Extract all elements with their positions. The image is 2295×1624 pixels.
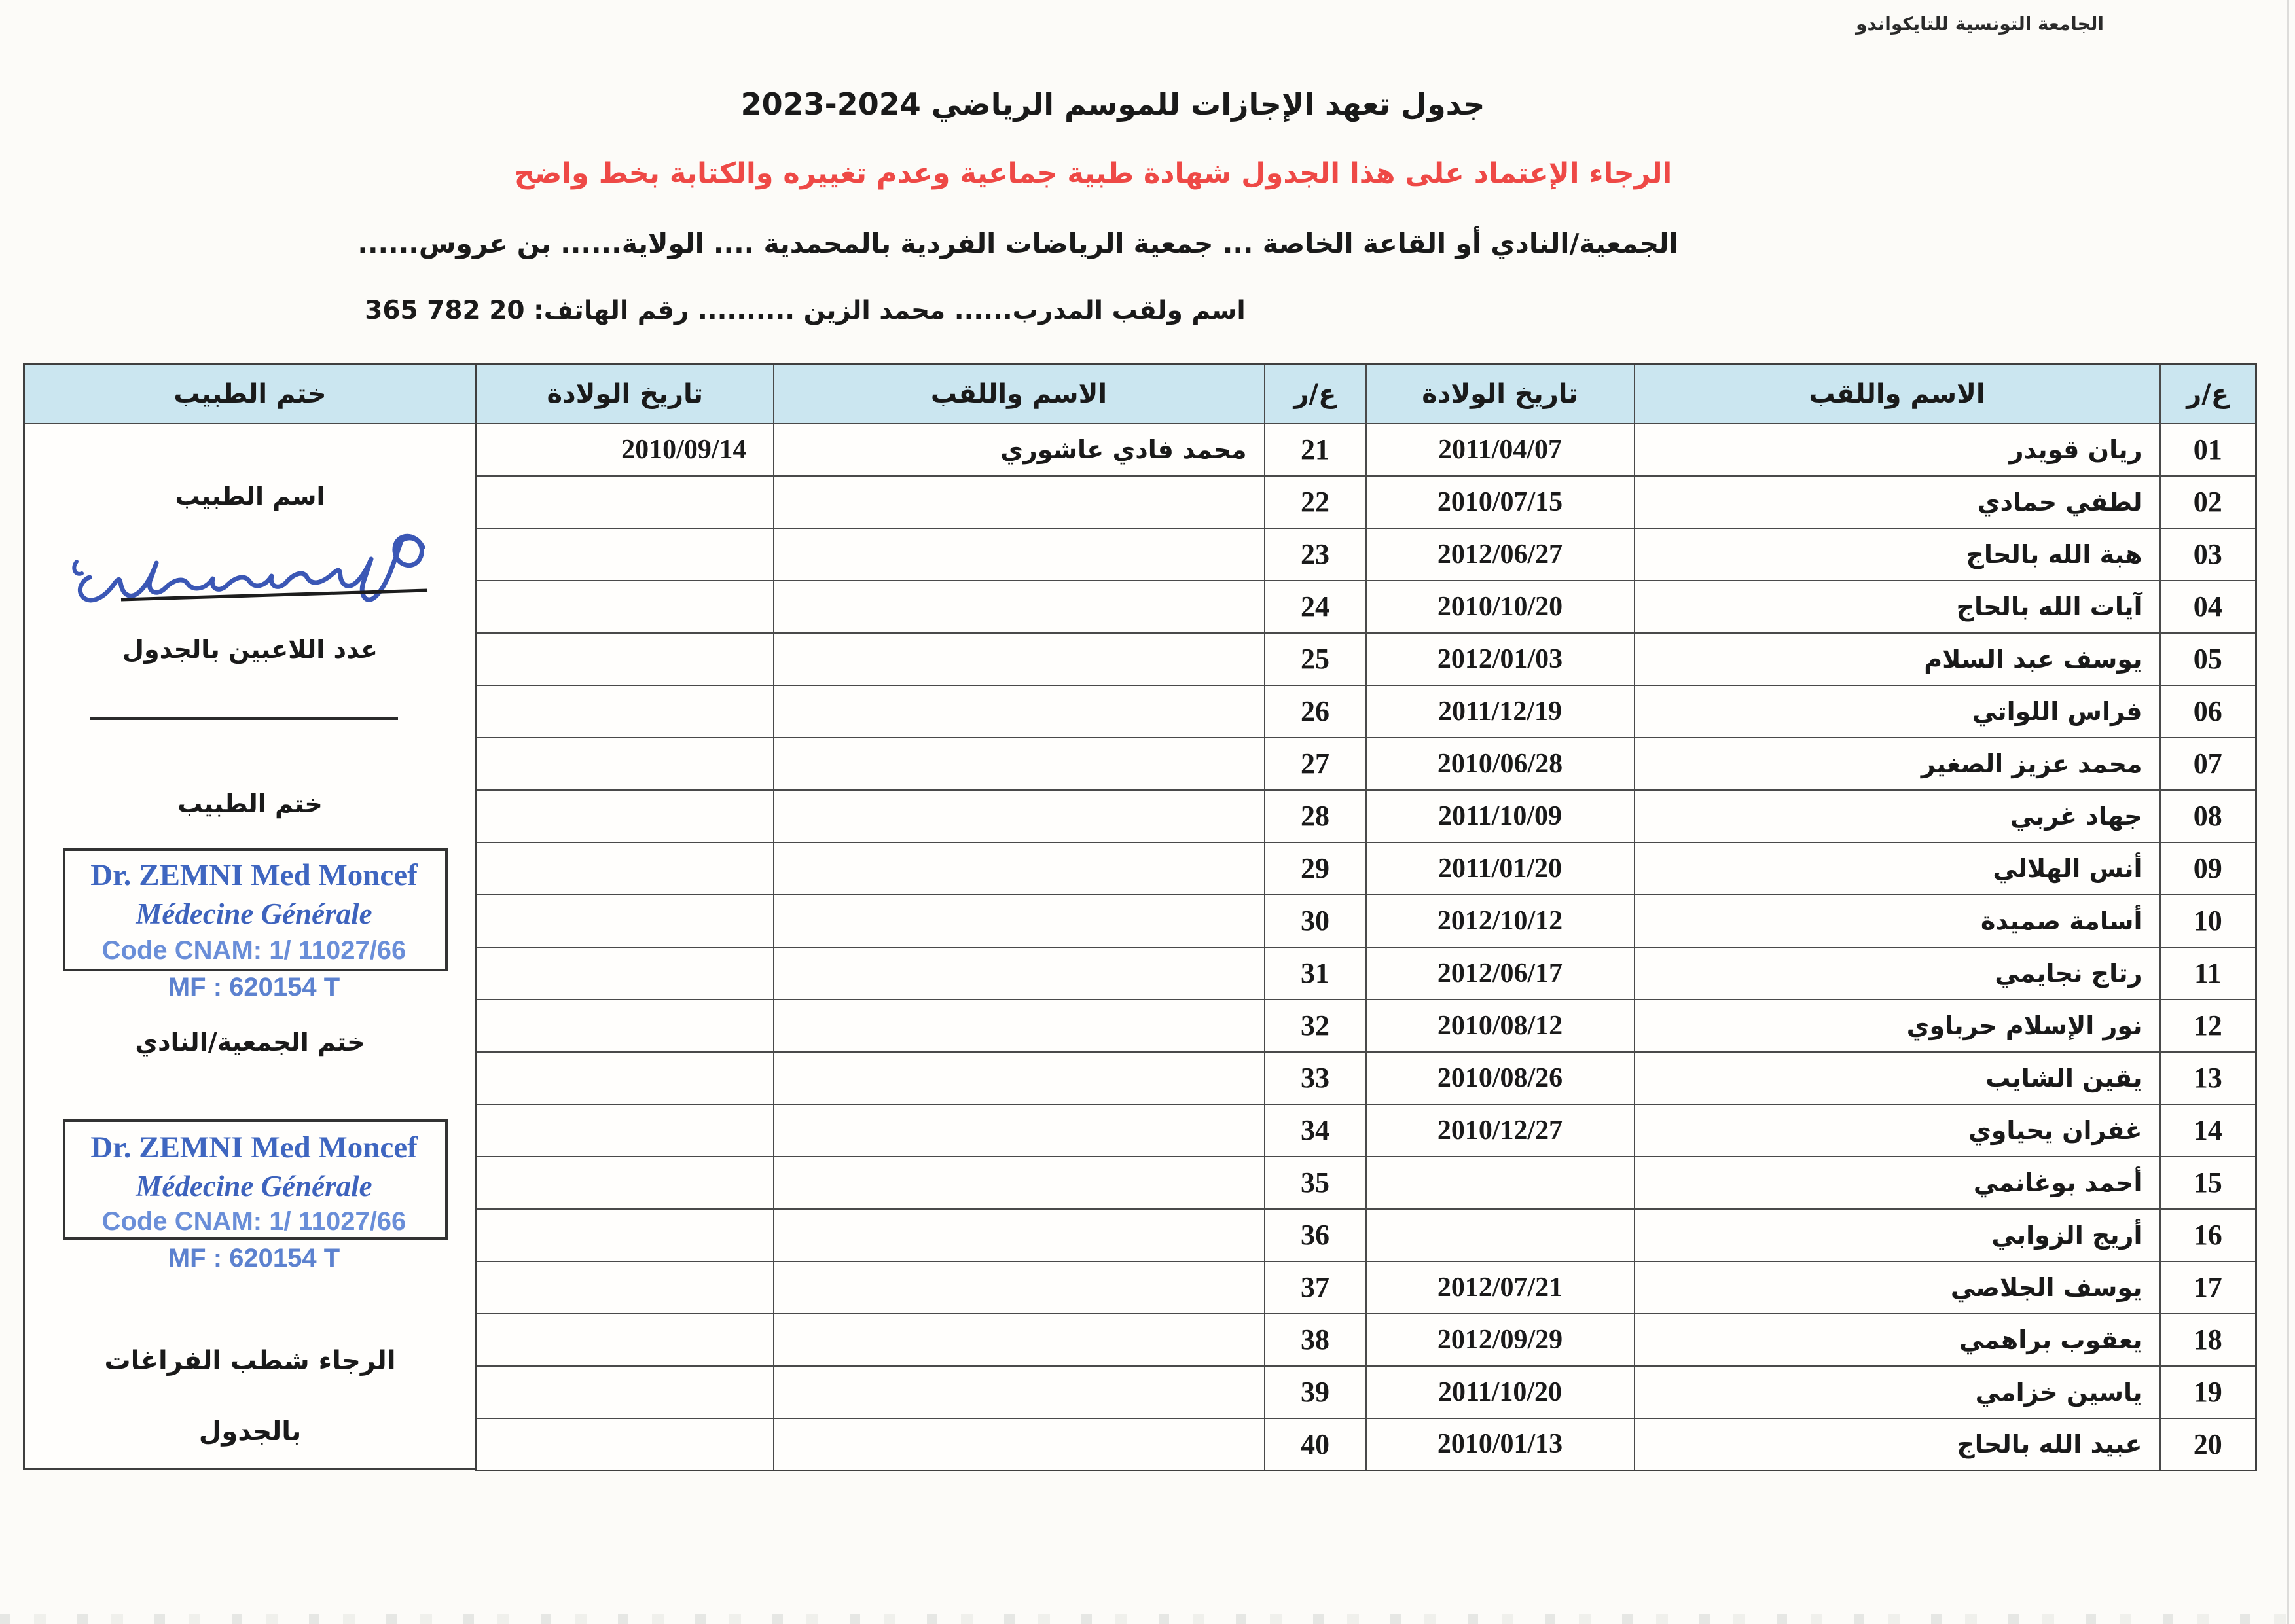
name-cell-group1: ياسين خزامي [1635, 1366, 2160, 1418]
dob-cell-group1: 2011/01/20 [1366, 842, 1635, 895]
players-rows [477, 424, 2256, 1471]
player-row [477, 633, 2256, 685]
dob-cell-group2 [477, 1157, 774, 1209]
name-cell-group1: فراس اللواتي [1635, 685, 2160, 738]
num-cell-group2: 37 [1265, 1261, 1366, 1314]
header-num-group2: ع/ر [1265, 365, 1366, 424]
doctor-stamp-mf: MF : 620154 T [168, 973, 340, 1001]
player-row [477, 1157, 2256, 1209]
dob-cell-group2 [477, 528, 774, 581]
doctor-signature [61, 521, 444, 636]
federation-name: الجامعة التونسية للتايكواندو [1856, 13, 2104, 35]
scan-edge-line [2287, 0, 2289, 1624]
doctor-stamp-label: ختم الطبيب [177, 789, 323, 818]
num-cell-group2: 24 [1265, 581, 1366, 633]
dob-cell-group2 [477, 1418, 774, 1471]
name-cell-group1: هبة الله بالحاج [1635, 528, 2160, 581]
header-num-group1: ع/ر [2160, 365, 2256, 424]
dob-cell-group2 [477, 1104, 774, 1157]
num-cell-group2: 30 [1265, 895, 1366, 947]
num-cell-group1: 20 [2160, 1418, 2256, 1471]
name-cell-group1: يوسف عبد السلام [1635, 633, 2160, 685]
dob-cell-group2 [477, 1052, 774, 1104]
num-cell-group1: 01 [2160, 424, 2256, 476]
dob-cell-group1: 2011/04/07 [1366, 424, 1635, 476]
player-row [477, 947, 2256, 1000]
name-cell-group2 [774, 1104, 1265, 1157]
name-cell-group1: غفران يحياوي [1635, 1104, 2160, 1157]
num-cell-group2: 33 [1265, 1052, 1366, 1104]
name-cell-group1: محمد عزيز الصغير [1635, 738, 2160, 790]
dob-cell-group1: 2012/07/21 [1366, 1261, 1635, 1314]
num-cell-group2: 27 [1265, 738, 1366, 790]
doctor-stamp-cell [25, 424, 475, 1468]
num-cell-group1: 10 [2160, 895, 2256, 947]
player-row [477, 1104, 2256, 1157]
dob-cell-group1 [1366, 1209, 1635, 1261]
dob-cell-group1: 2010/07/15 [1366, 476, 1635, 528]
name-cell-group1: عبيد الله بالحاج [1635, 1418, 2160, 1471]
dob-cell-group1: 2012/10/12 [1366, 895, 1635, 947]
num-cell-group2: 31 [1265, 947, 1366, 1000]
num-cell-group2: 36 [1265, 1209, 1366, 1261]
dob-cell-group1 [1366, 1157, 1635, 1209]
name-cell-group2 [774, 685, 1265, 738]
num-cell-group1: 15 [2160, 1157, 2256, 1209]
num-cell-group1: 06 [2160, 685, 2256, 738]
player-row [477, 1052, 2256, 1104]
dob-cell-group2: 2010/09/14 [477, 424, 774, 476]
player-row [477, 1314, 2256, 1366]
dob-cell-group1: 2010/12/27 [1366, 1104, 1635, 1157]
num-cell-group2: 40 [1265, 1418, 1366, 1471]
dob-cell-group2 [477, 1314, 774, 1366]
num-cell-group1: 02 [2160, 476, 2256, 528]
doctor-stamp-cnam: Code CNAM: 1/ 11027/66 [101, 936, 407, 965]
num-cell-group1: 11 [2160, 947, 2256, 1000]
name-cell-group1: يعقوب براهمي [1635, 1314, 2160, 1366]
num-cell-group2: 26 [1265, 685, 1366, 738]
name-cell-group2 [774, 1157, 1265, 1209]
dob-cell-group2 [477, 476, 774, 528]
num-cell-group1: 07 [2160, 738, 2256, 790]
players-roster-table [475, 363, 2257, 1471]
num-cell-group1: 19 [2160, 1366, 2256, 1418]
num-cell-group2: 34 [1265, 1104, 1366, 1157]
player-row [477, 1261, 2256, 1314]
dob-cell-group2 [477, 947, 774, 1000]
num-cell-group1: 03 [2160, 528, 2256, 581]
name-cell-group2 [774, 947, 1265, 1000]
dob-cell-group1: 2010/10/20 [1366, 581, 1635, 633]
num-cell-group1: 12 [2160, 1000, 2256, 1052]
name-cell-group2 [774, 1000, 1265, 1052]
name-cell-group1: يوسف الجلاصي [1635, 1261, 2160, 1314]
player-row [477, 685, 2256, 738]
num-cell-group1: 14 [2160, 1104, 2256, 1157]
name-cell-group2 [774, 1052, 1265, 1104]
player-row [477, 790, 2256, 842]
name-cell-group1: ريان قويدر [1635, 424, 2160, 476]
name-cell-group2 [774, 738, 1265, 790]
name-cell-group2 [774, 633, 1265, 685]
player-row [477, 1366, 2256, 1418]
name-cell-group2 [774, 1209, 1265, 1261]
dob-cell-group2 [477, 738, 774, 790]
club-wilaya-line: الجمعية/النادي أو القاعة الخاصة ... جمعية الرياضات الفردية بالمحمدية .... الولاية...... بن عروس...... [357, 228, 1678, 259]
num-cell-group1: 04 [2160, 581, 2256, 633]
num-cell-group2: 23 [1265, 528, 1366, 581]
doctor-stamp-name: Dr. ZEMNI Med Moncef [90, 858, 418, 892]
cross-out-blanks-note-line1: الرجاء شطب الفراغات [104, 1346, 396, 1376]
table-header-row [477, 365, 2256, 424]
num-cell-group2: 32 [1265, 1000, 1366, 1052]
club-stamp-name: Dr. ZEMNI Med Moncef [90, 1130, 418, 1164]
header-dob-group2: تاريخ الولادة [477, 365, 774, 424]
player-row [477, 1209, 2256, 1261]
num-cell-group2: 22 [1265, 476, 1366, 528]
club-stamp-specialty: Médecine Générale [136, 1170, 372, 1202]
num-cell-group2: 28 [1265, 790, 1366, 842]
dob-cell-group2 [477, 895, 774, 947]
name-cell-group2 [774, 476, 1265, 528]
dob-cell-group1: 2012/09/29 [1366, 1314, 1635, 1366]
name-cell-group1: نور الإسلام حرباوي [1635, 1000, 2160, 1052]
dob-cell-group2 [477, 685, 774, 738]
name-cell-group2 [774, 581, 1265, 633]
dob-cell-group2 [477, 842, 774, 895]
dob-cell-group1: 2010/08/12 [1366, 1000, 1635, 1052]
dob-cell-group2 [477, 1209, 774, 1261]
name-cell-group1: آيات الله بالحاج [1635, 581, 2160, 633]
header-name-group1: الاسم واللقب [1635, 365, 2160, 424]
player-row [477, 738, 2256, 790]
document-title: جدول تعهد الإجازات للموسم الرياضي 2024-2023 [740, 86, 1485, 122]
name-cell-group2 [774, 528, 1265, 581]
club-stamp-label: ختم الجمعية/النادي [135, 1028, 365, 1056]
cross-out-blanks-note-line2: بالجدول [198, 1416, 302, 1447]
num-cell-group2: 35 [1265, 1157, 1366, 1209]
club-stamp-cnam: Code CNAM: 1/ 11027/66 [101, 1207, 407, 1236]
num-cell-group2: 25 [1265, 633, 1366, 685]
doctor-name-label: اسم الطبيب [175, 482, 325, 511]
name-cell-group1: أنس الهلالي [1635, 842, 2160, 895]
player-row [477, 528, 2256, 581]
name-cell-group2 [774, 790, 1265, 842]
num-cell-group2: 38 [1265, 1314, 1366, 1366]
signature-scribble-icon [61, 521, 444, 636]
dob-cell-group2 [477, 581, 774, 633]
dob-cell-group1: 2010/06/28 [1366, 738, 1635, 790]
dob-cell-group2 [477, 633, 774, 685]
player-row [477, 424, 2256, 476]
players-count-blank-line [90, 717, 398, 720]
players-count-label: عدد اللاعبين بالجدول [122, 635, 378, 664]
header-name-group2: الاسم واللقب [774, 365, 1265, 424]
dob-cell-group1: 2011/10/09 [1366, 790, 1635, 842]
scan-noise-strip [0, 1614, 2295, 1624]
name-cell-group2 [774, 1261, 1265, 1314]
num-cell-group2: 29 [1265, 842, 1366, 895]
name-cell-group2 [774, 842, 1265, 895]
header-doctor-stamp: ختم الطبيب [25, 365, 475, 424]
dob-cell-group2 [477, 790, 774, 842]
club-stamp-mf: MF : 620154 T [168, 1244, 340, 1272]
dob-cell-group1: 2011/12/19 [1366, 685, 1635, 738]
name-cell-group1: أسامة صميدة [1635, 895, 2160, 947]
name-cell-group1: جهاد غربي [1635, 790, 2160, 842]
dob-cell-group2 [477, 1000, 774, 1052]
num-cell-group1: 18 [2160, 1314, 2256, 1366]
name-cell-group2: محمد فادي عاشوري [774, 424, 1265, 476]
dob-cell-group1: 2010/01/13 [1366, 1418, 1635, 1471]
name-cell-group1: يقين الشايب [1635, 1052, 2160, 1104]
name-cell-group1: أريج الزوابي [1635, 1209, 2160, 1261]
num-cell-group1: 08 [2160, 790, 2256, 842]
coach-phone-line: اسم ولقب المدرب...... محمد الزين .......... رقم الهاتف: 20 782 365 [365, 296, 1246, 325]
player-row [477, 1000, 2256, 1052]
player-row [477, 581, 2256, 633]
name-cell-group1: رتاج نجايمي [1635, 947, 2160, 1000]
doctor-stamp-specialty: Médecine Générale [136, 897, 372, 930]
dob-cell-group2 [477, 1261, 774, 1314]
num-cell-group1: 05 [2160, 633, 2256, 685]
player-row [477, 895, 2256, 947]
name-cell-group2 [774, 895, 1265, 947]
dob-cell-group1: 2012/01/03 [1366, 633, 1635, 685]
name-cell-group1: لطفي حمادي [1635, 476, 2160, 528]
dob-cell-group1: 2012/06/17 [1366, 947, 1635, 1000]
num-cell-group1: 09 [2160, 842, 2256, 895]
header-dob-group1: تاريخ الولادة [1366, 365, 1635, 424]
num-cell-group1: 13 [2160, 1052, 2256, 1104]
name-cell-group2 [774, 1418, 1265, 1471]
num-cell-group2: 39 [1265, 1366, 1366, 1418]
dob-cell-group1: 2012/06/27 [1366, 528, 1635, 581]
num-cell-group1: 16 [2160, 1209, 2256, 1261]
dob-cell-group1: 2010/08/26 [1366, 1052, 1635, 1104]
player-row [477, 842, 2256, 895]
name-cell-group2 [774, 1366, 1265, 1418]
player-row [477, 1418, 2256, 1471]
dob-cell-group1: 2011/10/20 [1366, 1366, 1635, 1418]
dob-cell-group2 [477, 1366, 774, 1418]
name-cell-group2 [774, 1314, 1265, 1366]
name-cell-group1: أحمد بوغانمي [1635, 1157, 2160, 1209]
num-cell-group1: 17 [2160, 1261, 2256, 1314]
red-notice-line: الرجاء الإعتماد على هذا الجدول شهادة طبية جماعية وعدم تغييره والكتابة بخط واضح [514, 157, 1672, 190]
num-cell-group2: 21 [1265, 424, 1366, 476]
doctor-stamp-column [23, 363, 475, 1470]
player-row [477, 476, 2256, 528]
